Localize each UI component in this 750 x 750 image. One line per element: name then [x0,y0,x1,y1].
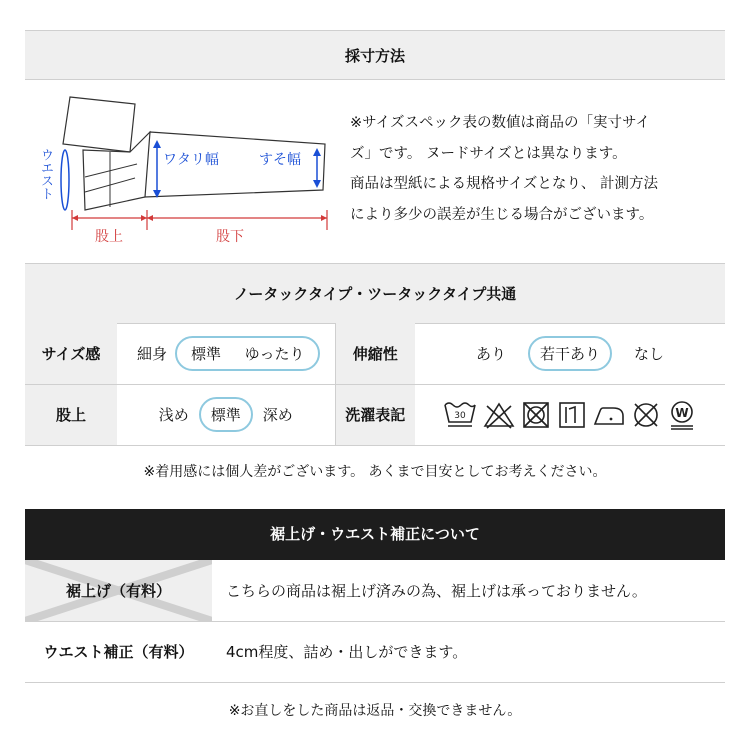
svg-text:W: W [675,405,689,420]
laundry-symbols [415,399,725,431]
waist-label: ウエスト [38,148,53,200]
inseam-label: 股下 [216,229,244,245]
measurement-method-title: 採寸方法 [344,47,405,65]
fit-type-header [25,263,725,324]
waist-ring [61,150,69,210]
fit-spec-table [25,323,725,446]
waistband-shape [63,97,135,152]
description-line: ※サイズスペック表の数値は商品の「実寸サイ [350,115,650,131]
waist-adjust-row [25,621,725,682]
no-dry-clean-icon [631,400,661,430]
hem-label-cell [25,560,212,621]
size-option-selected-group [175,336,320,371]
svg-text:30: 30 [454,410,466,421]
size-option-slim: 細身 [137,344,168,363]
wash-30-icon [443,400,477,430]
hem-label: 裾上げ（有料） [65,581,171,600]
spec-row-rise [25,384,725,445]
size-feel-label: サイズ感 [25,323,117,384]
spec-row-size [25,323,725,384]
thigh-width-label: ワタリ幅 [163,152,219,168]
rise-option-shallow: 浅め [158,406,189,424]
stretch-label: 伸縮性 [335,323,415,384]
alteration-title: 裾上げ・ウエスト補正について [270,525,480,543]
fit-note: ※着用感には個人差がございます。 あくまで目安としてお考えください。 [143,464,607,480]
hem-width-label: すそ幅 [259,152,301,168]
size-option-standard: 標準 [191,344,222,363]
measurement-description [350,108,725,230]
description-line: 商品は型紙による規格サイズとなり、 計測方法 [350,176,658,192]
rise-option-deep: 深め [262,406,293,424]
stretch-option-slight: 若干あり [528,336,612,371]
stretch-option-yes: あり [475,344,506,363]
rise-label: 股上 [95,229,123,245]
hem-row [25,560,725,621]
measurement-method-header [25,30,725,80]
waist-adjust-value: 4cm程度、詰め・出しができます。 [212,621,725,682]
rise-row-label: 股上 [25,384,117,445]
line-dry-icon [557,400,587,430]
wet-clean-icon [667,399,697,431]
no-bleach-icon [483,400,515,430]
alteration-table [25,560,725,683]
stretch-option-none: なし [634,344,665,363]
pants-measurement-diagram [25,92,335,252]
alteration-header [25,509,725,560]
size-option-relaxed: ゆったり [244,344,305,363]
rise-option-standard: 標準 [199,397,253,432]
no-tumble-dry-icon [521,400,551,430]
description-line: により多少の誤差が生じる場合がございます。 [350,206,654,223]
iron-icon [593,400,625,430]
description-line: ズ」です。 ヌードサイズとは異なります。 [350,145,627,162]
hem-value: こちらの商品は裾上げ済みの為、裾上げは承っておりません。 [212,560,725,621]
fit-type-title: ノータックタイプ・ツータックタイプ共通 [233,285,517,303]
waist-adjust-label: ウエスト補正（有料） [25,621,212,682]
laundry-label: 洗濯表記 [335,384,415,445]
alteration-note: ※お直しをした商品は返品・交換できません。 [228,703,522,719]
